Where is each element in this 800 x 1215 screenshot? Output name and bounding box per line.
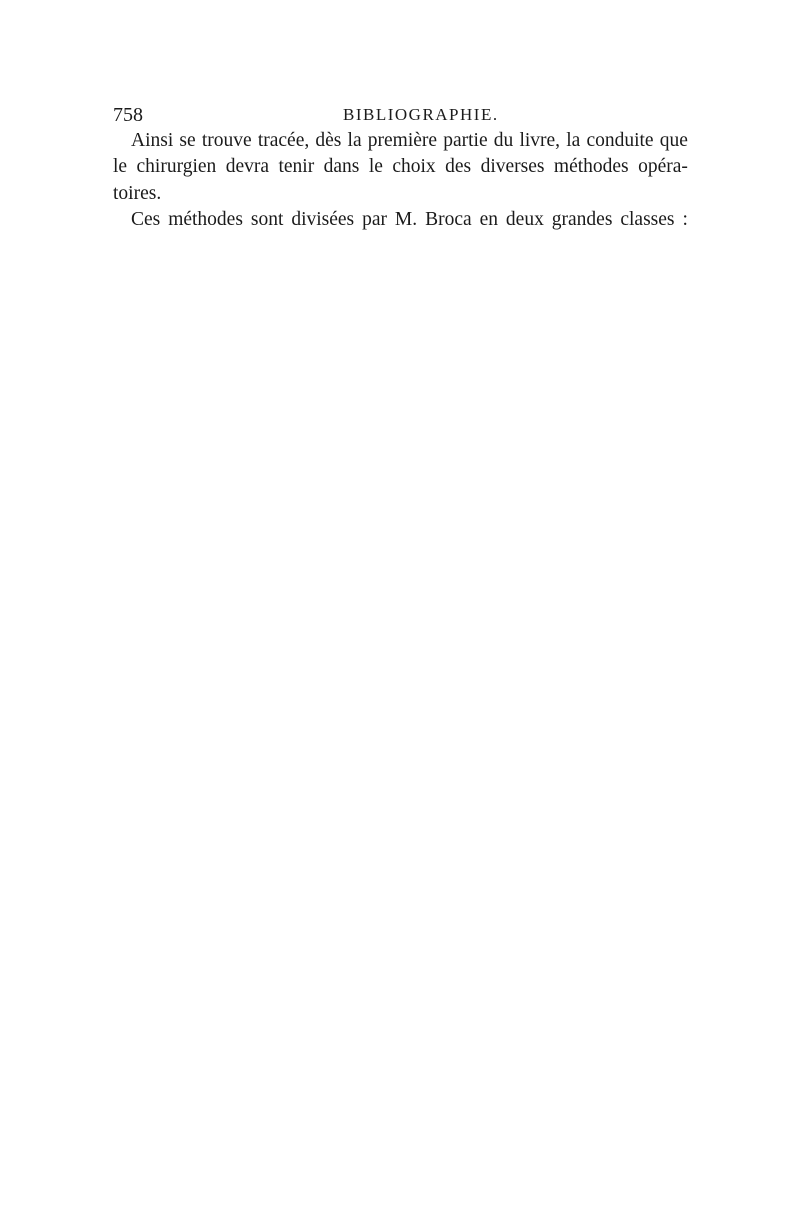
text-line: Ainsi se trouve tracée, dès la première partie du livre, la conduite que	[131, 130, 688, 151]
page-number: 758	[113, 104, 143, 126]
page-header	[113, 100, 688, 130]
text-line: le chirurgien devra tenir dans le choix des diverses méthodes opéra-	[113, 156, 688, 178]
text-line: Ces méthodes sont divisées par M. Broca en deux grandes classes :	[131, 209, 688, 231]
body-text	[113, 128, 688, 234]
text-line: toires.	[113, 182, 162, 204]
running-title: BIBLIOGRAPHIE.	[343, 105, 499, 124]
